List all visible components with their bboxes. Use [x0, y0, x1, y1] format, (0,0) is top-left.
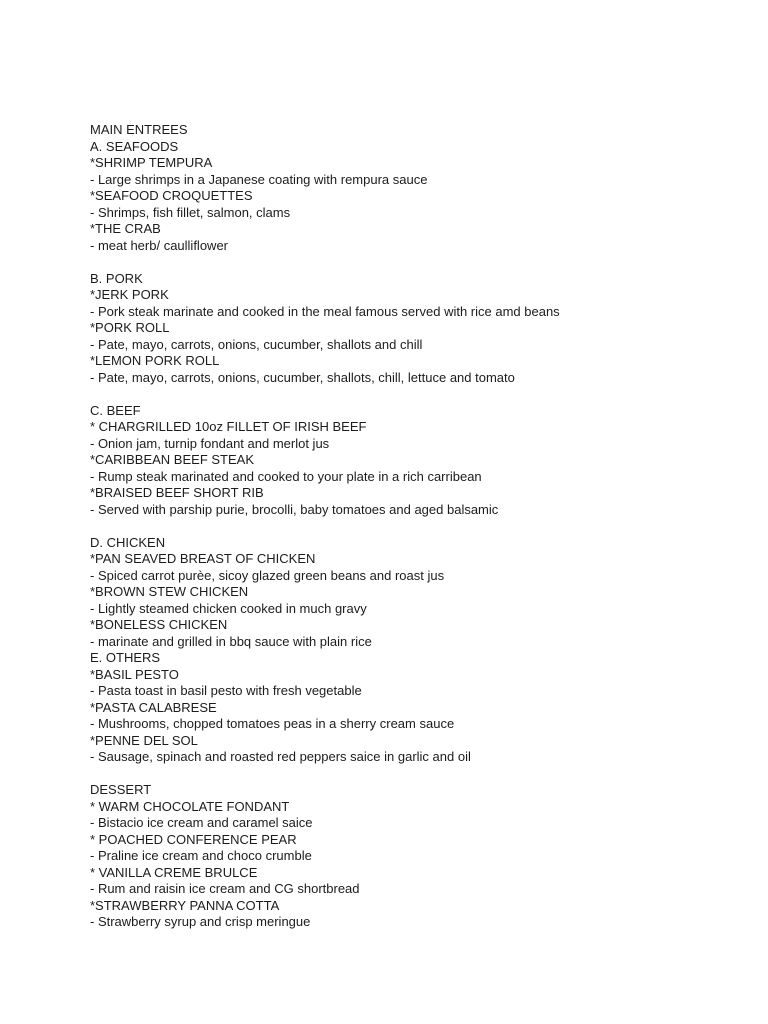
menu-item-name: *PENNE DEL SOL	[90, 732, 198, 748]
section-heading-chicken: D. CHICKEN	[90, 534, 166, 550]
menu-item-description: - Praline ice cream and choco crumble	[90, 848, 312, 863]
menu-item-description: - Rum and raisin ice cream and CG shortbread	[90, 881, 360, 896]
section-heading-others: E. OTHERS	[90, 650, 161, 665]
menu-item-description: - Mushrooms, chopped tomatoes peas in a sherry cream sauce	[90, 716, 455, 731]
menu-item-description: - Strawberry syrup and crisp meringue	[90, 914, 311, 929]
menu-item-description: - marinate and grilled in bbq sauce with plain rice	[90, 633, 372, 649]
menu-item-description: - Shrimps, fish fillet, salmon, clams	[90, 204, 291, 220]
menu-item-name: *PAN SEAVED BREAST OF CHICKEN	[90, 551, 316, 566]
menu-item-description: - Pasta toast in basil pesto with fresh vegetable	[90, 683, 362, 698]
blank-line	[90, 386, 730, 403]
menu-item-name: * CHARGRILLED 10oz FILLET OF IRISH BEEF	[90, 419, 367, 434]
section-heading-seafoods: A. SEAFOODS	[90, 138, 179, 154]
menu-item-name: * WARM CHOCOLATE FONDANT	[90, 798, 290, 814]
menu-item-description: - Bistacio ice cream and caramel saice	[90, 815, 313, 830]
menu-item-description: - Pate, mayo, carrots, onions, cucumber, shallots, chill, lettuce and tomato	[90, 369, 515, 385]
blank-line	[90, 254, 730, 271]
blank-line	[90, 766, 730, 783]
main-entrees-title: MAIN ENTREES	[90, 122, 188, 137]
menu-item-description: - Onion jam, turnip fondant and merlot jus	[90, 435, 330, 451]
menu-item-name: *BRAISED BEEF SHORT RIB	[90, 485, 264, 500]
menu-item-name: *BASIL PESTO	[90, 666, 179, 682]
menu-item-description: - Served with parship purie, brocolli, baby tomatoes and aged balsamic	[90, 501, 499, 517]
menu-item-name: *SHRIMP TEMPURA	[90, 155, 213, 170]
menu-item-description: - Pate, mayo, carrots, onions, cucumber, shallots and chill	[90, 336, 423, 352]
menu-item-name: *JERK PORK	[90, 287, 169, 302]
dessert-title: DESSERT	[90, 782, 152, 797]
menu-item-name: *BONELESS CHICKEN	[90, 617, 228, 632]
menu-item-description: - Pork steak marinate and cooked in the meal famous served with rice amd beans	[90, 303, 560, 319]
menu-item-name: * POACHED CONFERENCE PEAR	[90, 831, 297, 847]
section-heading-beef: C. BEEF	[90, 402, 141, 418]
menu-item-description: - Large shrimps in a Japanese coating with rempura sauce	[90, 171, 428, 187]
menu-item-description: - Sausage, spinach and roasted red peppers saice in garlic and oil	[90, 749, 471, 764]
menu-item-name: *SEAFOOD CROQUETTES	[90, 188, 253, 203]
menu-item-name: * VANILLA CREME BRULCE	[90, 864, 258, 880]
menu-item-name: *BROWN STEW CHICKEN	[90, 584, 249, 599]
menu-item-name: *THE CRAB	[90, 221, 161, 236]
menu-item-description: - Spiced carrot purèe, sicoy glazed green beans and roast jus	[90, 567, 445, 583]
menu-item-description: - Lightly steamed chicken cooked in much gravy	[90, 600, 367, 616]
menu-item-description: - meat herb/ caulliflower	[90, 237, 228, 253]
menu-item-name: *STRAWBERRY PANNA COTTA	[90, 897, 280, 913]
menu-item-name: *PORK ROLL	[90, 320, 170, 335]
menu-item-name: *PASTA CALABRESE	[90, 699, 217, 715]
blank-line	[90, 518, 730, 535]
menu-text	[90, 122, 730, 931]
menu-item-description: - Rump steak marinated and cooked to your plate in a rich carribean	[90, 468, 482, 484]
menu-item-name: *CARIBBEAN BEEF STEAK	[90, 452, 254, 467]
menu-item-name: *LEMON PORK ROLL	[90, 353, 220, 368]
section-heading-pork: B. PORK	[90, 270, 143, 286]
